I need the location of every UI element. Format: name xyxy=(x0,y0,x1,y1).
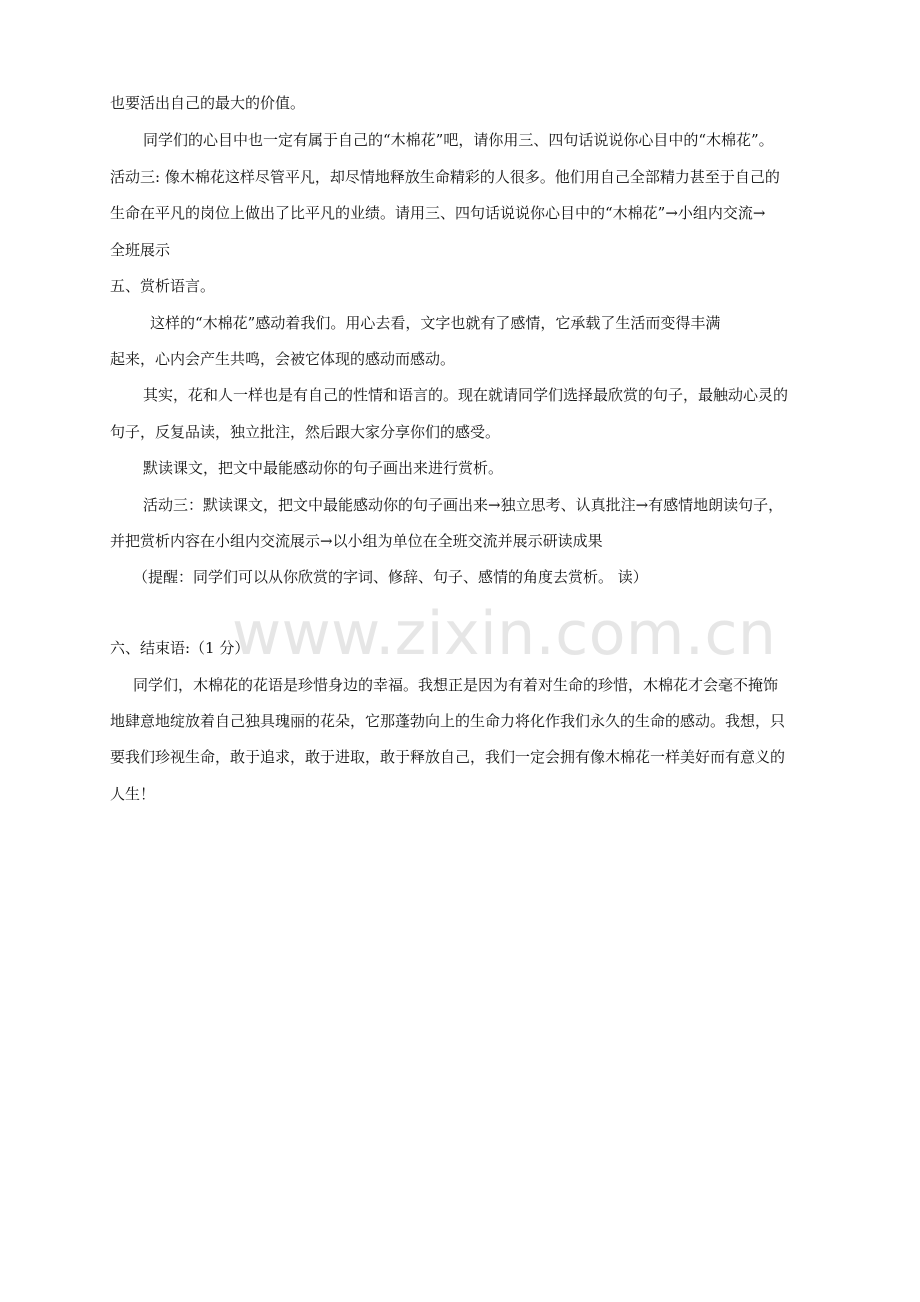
watermark: www.zixin.com.cn xyxy=(232,599,777,669)
paragraph-line: 地肆意地绽放着自己独具瑰丽的花朵，它那蓬勃向上的生命力将化作我们永久的生命的感动。我想，只 xyxy=(110,712,786,730)
paragraph-line: 同学们，木棉花的花语是珍惜身边的幸福。我想正是因为有着对生命的珍惜，木棉花才会毫不掩饰 xyxy=(133,676,779,694)
paragraph-line: 也要活出自己的最大的价值。 xyxy=(110,94,306,112)
section-heading: 五、赏析语言。 xyxy=(110,277,216,295)
paragraph-line: 这样的“木棉花”感动着我们。用心去看，文字也就有了感情，它承载了生活而变得丰满 xyxy=(150,314,721,332)
paragraph-line: 句子，反复品读，独立批注，然后跟大家分享你们的感受。 xyxy=(110,423,501,441)
paragraph-line: 要我们珍视生命，敢于追求，敢于进取，敢于释放自己，我们一定会拥有像木棉花一样美好而有意义的 xyxy=(110,748,786,766)
paragraph-line: 生命在平凡的岗位上做出了比平凡的业绩。请用三、四句话说说你心目中的“木棉花”→小组内交流→ xyxy=(110,204,766,222)
paragraph-line: 其实，花和人一样也是有自己的性情和语言的。现在就请同学们选择最欣赏的句子，最触动心灵的 xyxy=(143,386,789,404)
paragraph-line: 人生！ xyxy=(110,785,156,803)
paragraph-line: 活动三：默读课文，把文中最能感动你的句子画出来→独立思考、认真批注→有感情地朗读句子， xyxy=(143,496,784,514)
paragraph-line: 活动三: 像木棉花这样尽管平凡，却尽情地释放生命精彩的人很多。他们用自己全部精力甚至于自己的 xyxy=(110,168,780,186)
paragraph-line: （提醒：同学们可以从你欣赏的字词、修辞、句子、感情的角度去赏析。 读） xyxy=(133,568,648,586)
paragraph-line: 并把赏析内容在小组内交流展示→以小组为单位在全班交流并展示研读成果 xyxy=(110,532,603,550)
paragraph-line: 默读课文，把文中最能感动你的句子画出来进行赏析。 xyxy=(143,459,504,477)
section-heading: 六、结束语:（1 分） xyxy=(110,639,250,657)
paragraph-line: 起来，心内会产生共鸣，会被它体现的感动而感动。 xyxy=(110,350,456,368)
paragraph-line: 同学们的心目中也一定有属于自己的“木棉花”吧，请你用三、四句话说说你心目中的“木棉花”。 xyxy=(143,131,774,149)
paragraph-line: 全班展示 xyxy=(110,241,171,259)
